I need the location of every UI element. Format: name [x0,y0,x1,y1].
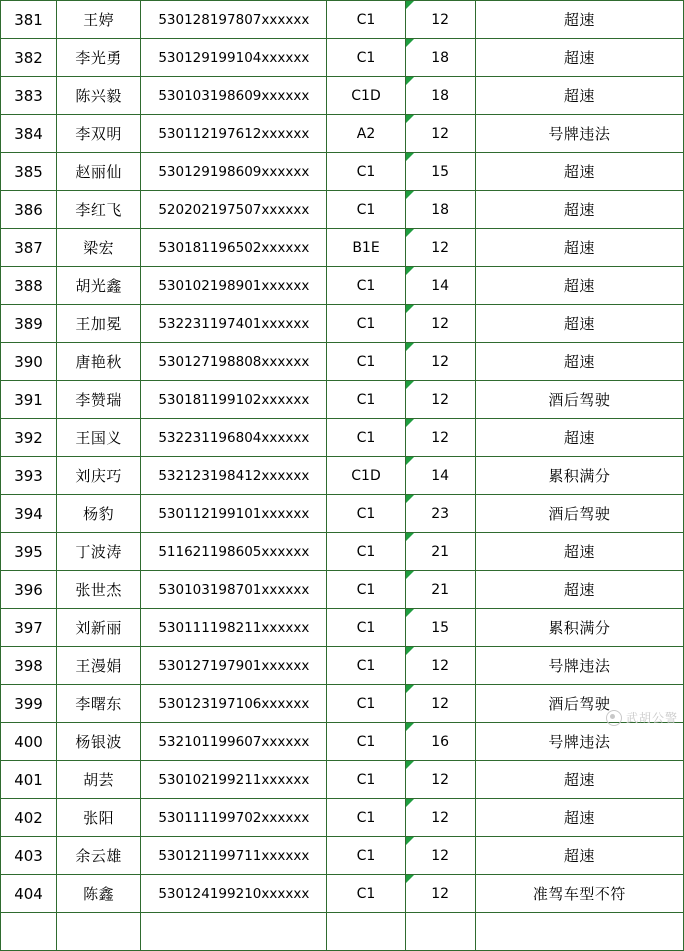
cell-id-number: 530111198211xxxxxx [141,609,327,647]
cell-name: 杨银波 [57,723,141,761]
cell-corner-marker-icon [406,609,414,617]
table-row [1,685,684,723]
cell-index: 383 [1,77,57,115]
cell-corner-marker-icon [406,1,414,9]
cell-violation-reason: 超速 [475,39,683,77]
cell-index: 393 [1,457,57,495]
cell-violation-reason: 超速 [475,837,683,875]
cell-score [405,647,475,685]
cell-index: 391 [1,381,57,419]
cell-score-value: 12 [431,695,450,712]
cell-score [405,533,475,571]
cell-score-value: 21 [431,581,450,598]
cell-corner-marker-icon [406,723,414,731]
table-row [1,761,684,799]
cell-corner-marker-icon [406,39,414,47]
cell-violation-reason: 超速 [475,799,683,837]
cell-violation-reason: 超速 [475,343,683,381]
cell-index: 403 [1,837,57,875]
cell-score [405,267,475,305]
cell-index: 381 [1,1,57,39]
table-row [1,609,684,647]
cell-corner-marker-icon [406,419,414,427]
table-row [1,1,684,39]
cell-score [405,305,475,343]
cell-violation-reason: 超速 [475,571,683,609]
cell-violation-reason: 超速 [475,191,683,229]
cell-id-number: 530129198609xxxxxx [141,153,327,191]
cell-license-class: C1 [327,381,405,419]
cell-score [405,191,475,229]
cell-id-number: 530103198609xxxxxx [141,77,327,115]
cell-score [405,609,475,647]
cell-score-value: 12 [431,11,450,28]
cell-score [405,761,475,799]
table-row [1,77,684,115]
cell-index: 386 [1,191,57,229]
cell-score [405,77,475,115]
cell-name: 胡芸 [57,761,141,799]
watermark-text: 武胡公警 [625,711,678,725]
cell-id-number: 532123198412xxxxxx [141,457,327,495]
table-row [1,343,684,381]
cell-license-class: C1 [327,799,405,837]
cell-index: 392 [1,419,57,457]
cell-id-number: 530129199104xxxxxx [141,39,327,77]
cell-license-class: C1 [327,1,405,39]
cell-id-number: 530127197901xxxxxx [141,647,327,685]
cell-score [405,571,475,609]
table-row [1,723,684,761]
cell-index: 388 [1,267,57,305]
cell-license-class: C1 [327,191,405,229]
cell-score-value: 12 [431,771,450,788]
cell-name: 王国义 [57,419,141,457]
table-row [1,533,684,571]
cell-name: 王加冕 [57,305,141,343]
cell-name: 赵丽仙 [57,153,141,191]
table-row [1,153,684,191]
cell-id-number: 520202197507xxxxxx [141,191,327,229]
cell-score-value: 12 [431,809,450,826]
cell-score-value: 18 [431,87,450,104]
cell-violation-reason: 酒后驾驶 [475,495,683,533]
cell-partial [405,913,475,951]
cell-index: 385 [1,153,57,191]
table-row-partial [1,913,684,951]
cell-score [405,381,475,419]
cell-violation-reason: 准驾车型不符 [475,875,683,913]
cell-corner-marker-icon [406,571,414,579]
cell-license-class: C1 [327,685,405,723]
cell-score-value: 12 [431,315,450,332]
cell-license-class: C1 [327,267,405,305]
cell-index: 382 [1,39,57,77]
cell-license-class: C1 [327,39,405,77]
table-row [1,495,684,533]
cell-name: 李光勇 [57,39,141,77]
cell-index: 401 [1,761,57,799]
cell-violation-reason: 超速 [475,761,683,799]
cell-id-number: 532231197401xxxxxx [141,305,327,343]
cell-license-class: C1 [327,343,405,381]
cell-name: 李红飞 [57,191,141,229]
cell-name: 张阳 [57,799,141,837]
cell-corner-marker-icon [406,685,414,693]
cell-score [405,343,475,381]
cell-score-value: 12 [431,391,450,408]
cell-score [405,153,475,191]
cell-violation-reason: 超速 [475,153,683,191]
cell-corner-marker-icon [406,647,414,655]
cell-id-number: 530123197106xxxxxx [141,685,327,723]
table-row [1,419,684,457]
cell-license-class: C1 [327,647,405,685]
cell-index: 387 [1,229,57,267]
cell-license-class: C1 [327,419,405,457]
cell-score [405,457,475,495]
cell-score [405,495,475,533]
cell-index: 398 [1,647,57,685]
cell-score-value: 12 [431,847,450,864]
cell-name: 丁波涛 [57,533,141,571]
cell-license-class: A2 [327,115,405,153]
cell-license-class: C1 [327,495,405,533]
cell-corner-marker-icon [406,305,414,313]
cell-score [405,115,475,153]
table-row [1,267,684,305]
cell-name: 刘庆巧 [57,457,141,495]
cell-score-value: 12 [431,239,450,256]
cell-score [405,229,475,267]
table-row [1,229,684,267]
cell-score-value: 18 [431,201,450,218]
cell-score [405,875,475,913]
cell-license-class: C1 [327,723,405,761]
cell-score-value: 12 [431,885,450,902]
table-row [1,837,684,875]
cell-score-value: 12 [431,353,450,370]
table-row [1,875,684,913]
cell-corner-marker-icon [406,343,414,351]
cell-index: 402 [1,799,57,837]
cell-id-number: 530181199102xxxxxx [141,381,327,419]
cell-license-class: C1 [327,609,405,647]
cell-name: 李赞瑞 [57,381,141,419]
cell-name: 刘新丽 [57,609,141,647]
cell-score-value: 12 [431,657,450,674]
cell-corner-marker-icon [406,115,414,123]
cell-partial [1,913,57,951]
cell-violation-reason: 号牌违法 [475,723,683,761]
cell-corner-marker-icon [406,267,414,275]
table-row [1,191,684,229]
cell-index: 397 [1,609,57,647]
cell-license-class: C1D [327,77,405,115]
cell-name: 梁宏 [57,229,141,267]
cell-corner-marker-icon [406,799,414,807]
cell-violation-reason: 累积满分 [475,609,683,647]
cell-violation-reason: 号牌违法 [475,115,683,153]
cell-license-class: B1E [327,229,405,267]
cell-index: 400 [1,723,57,761]
cell-index: 399 [1,685,57,723]
cell-name: 王婷 [57,1,141,39]
cell-violation-reason: 累积满分 [475,457,683,495]
cell-score-value: 14 [431,277,450,294]
cell-id-number: 530112197612xxxxxx [141,115,327,153]
cell-id-number: 532231196804xxxxxx [141,419,327,457]
cell-name: 杨豹 [57,495,141,533]
cell-index: 404 [1,875,57,913]
cell-corner-marker-icon [406,761,414,769]
table-row [1,647,684,685]
cell-score [405,723,475,761]
cell-partial [327,913,405,951]
cell-corner-marker-icon [406,229,414,237]
cell-score-value: 12 [431,125,450,142]
cell-score [405,799,475,837]
cell-license-class: C1 [327,153,405,191]
table-row [1,115,684,153]
table-row [1,39,684,77]
cell-license-class: C1 [327,875,405,913]
table-row [1,457,684,495]
cell-score [405,685,475,723]
cell-score [405,837,475,875]
cell-score [405,419,475,457]
cell-id-number: 532101199607xxxxxx [141,723,327,761]
table-row [1,305,684,343]
cell-id-number: 530181196502xxxxxx [141,229,327,267]
cell-violation-reason: 超速 [475,1,683,39]
cell-id-number: 530128197807xxxxxx [141,1,327,39]
cell-violation-reason: 超速 [475,267,683,305]
table-row [1,381,684,419]
cell-license-class: C1 [327,761,405,799]
cell-license-class: C1 [327,533,405,571]
cell-corner-marker-icon [406,875,414,883]
cell-corner-marker-icon [406,191,414,199]
cell-score [405,39,475,77]
cell-partial [475,913,683,951]
cell-name: 唐艳秋 [57,343,141,381]
cell-score-value: 12 [431,429,450,446]
cell-partial [141,913,327,951]
cell-corner-marker-icon [406,381,414,389]
cell-name: 余云雄 [57,837,141,875]
cell-name: 王漫娟 [57,647,141,685]
cell-index: 396 [1,571,57,609]
cell-violation-reason: 超速 [475,229,683,267]
cell-id-number: 511621198605xxxxxx [141,533,327,571]
cell-score-value: 16 [431,733,450,750]
cell-violation-reason: 号牌违法 [475,647,683,685]
cell-name: 李曙东 [57,685,141,723]
cell-violation-reason: 超速 [475,419,683,457]
cell-name: 胡光鑫 [57,267,141,305]
cell-score-value: 21 [431,543,450,560]
cell-corner-marker-icon [406,77,414,85]
cell-license-class: C1 [327,305,405,343]
cell-license-class: C1 [327,837,405,875]
cell-id-number: 530124199210xxxxxx [141,875,327,913]
cell-corner-marker-icon [406,457,414,465]
table-row [1,799,684,837]
table-row [1,571,684,609]
cell-score-value: 15 [431,163,450,180]
cell-violation-reason: 超速 [475,533,683,571]
cell-id-number: 530127198808xxxxxx [141,343,327,381]
cell-index: 384 [1,115,57,153]
cell-index: 389 [1,305,57,343]
cell-score-value: 23 [431,505,450,522]
cell-corner-marker-icon [406,837,414,845]
cell-index: 394 [1,495,57,533]
cell-name: 李双明 [57,115,141,153]
cell-index: 390 [1,343,57,381]
cell-violation-reason: 酒后驾驶 [475,381,683,419]
cell-license-class: C1 [327,571,405,609]
cell-violation-reason: 超速 [475,77,683,115]
cell-corner-marker-icon [406,495,414,503]
cell-id-number: 530121199711xxxxxx [141,837,327,875]
cell-id-number: 530102198901xxxxxx [141,267,327,305]
cell-id-number: 530111199702xxxxxx [141,799,327,837]
cell-corner-marker-icon [406,533,414,541]
cell-id-number: 530103198701xxxxxx [141,571,327,609]
cell-score-value: 14 [431,467,450,484]
cell-score-value: 15 [431,619,450,636]
cell-score-value: 18 [431,49,450,66]
cell-name: 张世杰 [57,571,141,609]
cell-violation-reason: 酒后驾驶 [475,685,683,723]
cell-violation-reason: 超速 [475,305,683,343]
cell-name: 陈鑫 [57,875,141,913]
cell-license-class: C1D [327,457,405,495]
cell-partial [57,913,141,951]
cell-id-number: 530112199101xxxxxx [141,495,327,533]
cell-name: 陈兴毅 [57,77,141,115]
cell-corner-marker-icon [406,153,414,161]
cell-index: 395 [1,533,57,571]
cell-score [405,1,475,39]
cell-id-number: 530102199211xxxxxx [141,761,327,799]
